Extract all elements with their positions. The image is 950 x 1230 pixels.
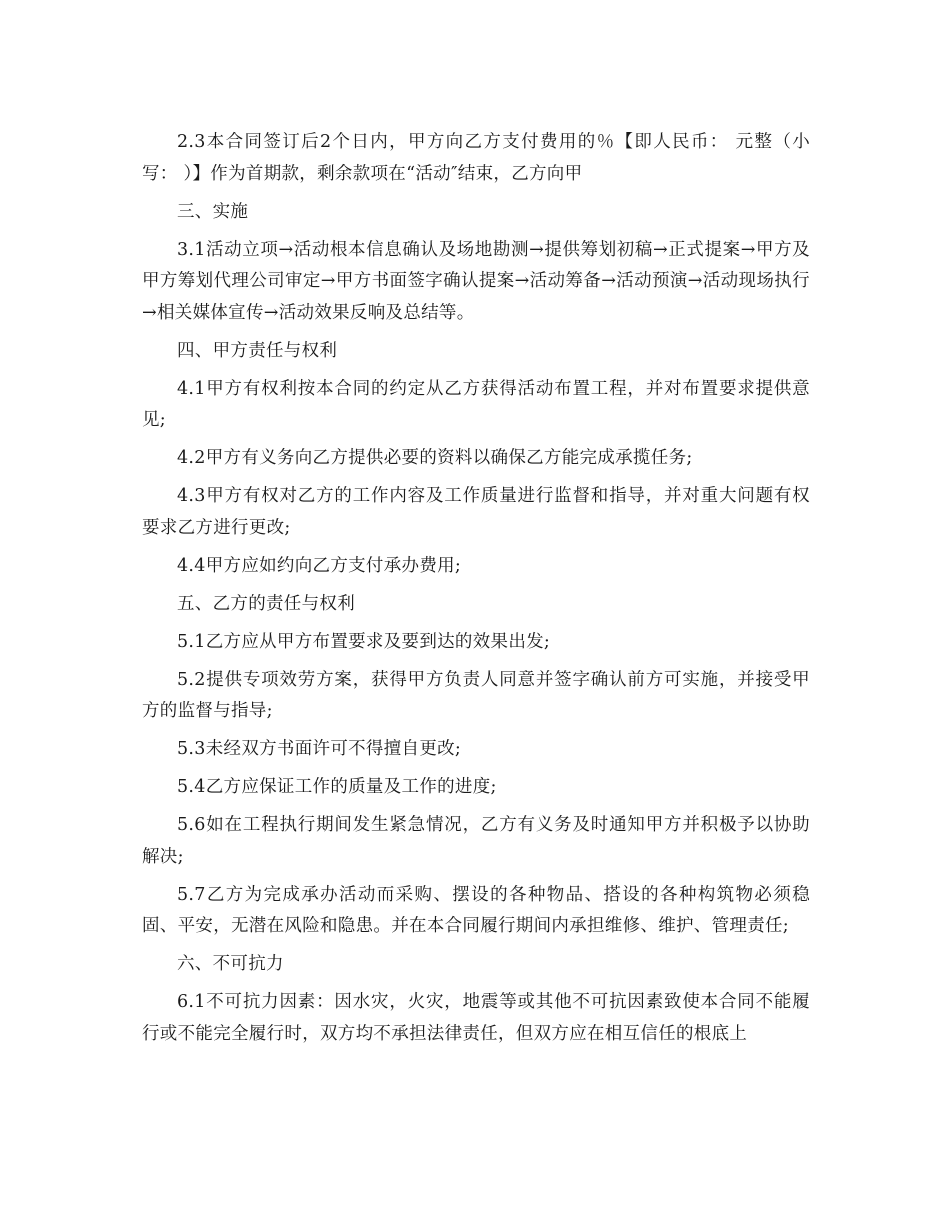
section-heading-party-b: 五、乙方的责任与权利 <box>177 593 355 614</box>
document-page <box>142 127 810 1050</box>
section-heading-force-majeure: 六、不可抗力 <box>177 954 284 974</box>
clause-6-1: 6.1不可抗力因素：因水灾，火灾，地震等或其他不可抗因素致使本合同不能履行或不能完全履行时，双方均不承担法律责任，但双方应在相互信任的根底上 <box>142 992 810 1044</box>
clause-5-7: 5.7乙方为完成承办活动而采购、摆设的各种物品、搭设的各种构筑物必须稳固、平安，无潜在风险和隐患。并在本合同履行期间内承担维修、维护、管理责任; <box>142 884 810 936</box>
clause-2-3: 2.3本合同签订后2个日内，甲方向乙方支付费用的％【即人民币： 元整（小写： ）】作为首期款，剩余款项在“活动″结束，乙方向甲 <box>142 132 810 184</box>
clause-4-3: 4.3甲方有权对乙方的工作内容及工作质量进行监督和指导，并对重大问题有权要求乙方进行更改; <box>142 486 810 538</box>
clause-5-1: 5.1乙方应从甲方布置要求及要到达的效果出发; <box>177 631 551 652</box>
section-heading-implementation: 三、实施 <box>177 201 249 222</box>
clause-4-1: 4.1甲方有权利按本合同的约定从乙方获得活动布置工程，并对布置要求提供意见; <box>142 378 810 430</box>
clause-4-2: 4.2甲方有义务向乙方提供必要的资料以确保乙方能完成承揽任务; <box>177 448 693 468</box>
clause-5-6: 5.6如在工程执行期间发生紧急情况，乙方有义务及时通知甲方并积极予以协助解决; <box>142 815 810 867</box>
section-heading-party-a: 四、甲方责任与权利 <box>177 340 338 361</box>
clause-4-4: 4.4甲方应如约向乙方支付承办费用; <box>177 555 462 576</box>
clause-5-2: 5.2提供专项效劳方案，获得甲方负责人同意并签字确认前方可实施，并接受甲方的监督与指导; <box>142 669 810 721</box>
clause-5-3: 5.3未经双方书面许可不得擅自更改; <box>177 739 462 759</box>
clause-5-4: 5.4乙方应保证工作的质量及工作的进度; <box>177 777 497 797</box>
clause-3-1: 3.1活动立项→活动根本信息确认及场地勘测→提供筹划初稿→正式提案→甲方及甲方筹划代理公司审定→甲方书面签字确认提案→活动筹备→活动预演→活动现场执行→相关媒体宣传→活动效果反响及总结等。 <box>142 239 810 323</box>
